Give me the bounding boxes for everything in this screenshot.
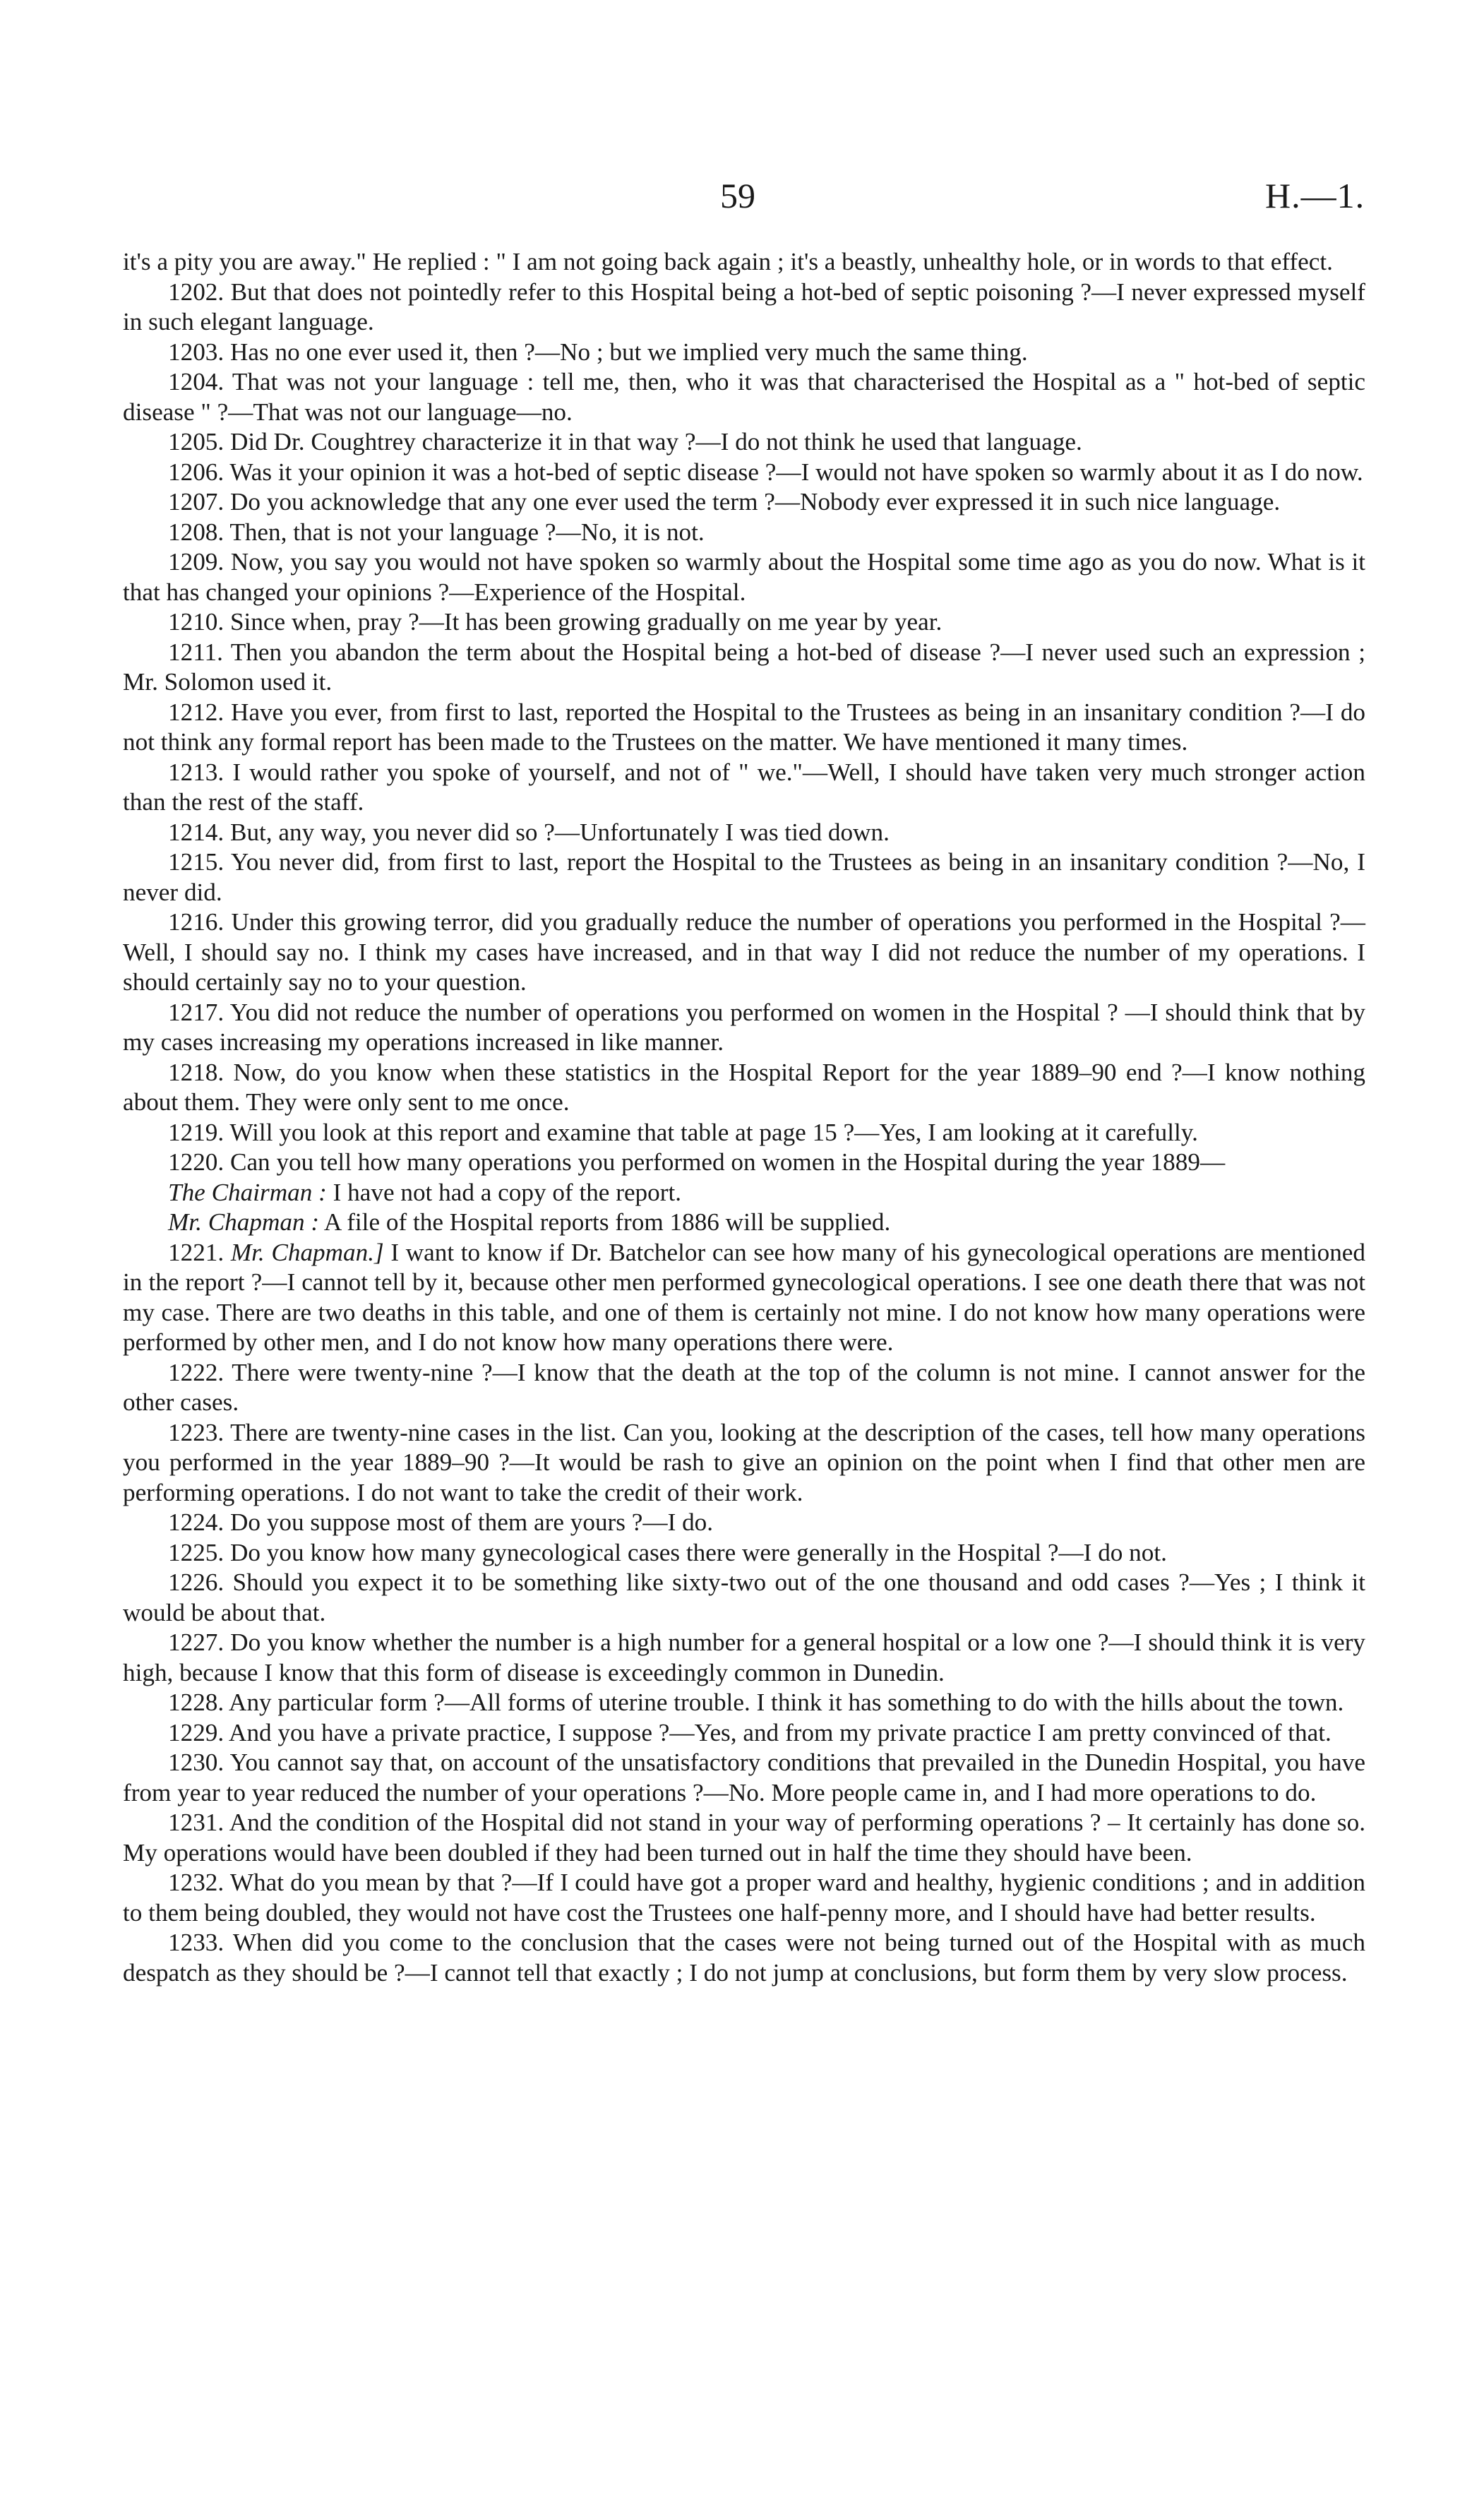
question-1222: 1222. There were twenty-nine ?—I know that the death at the top of the column is not mine. I cannot answer for the other cases. bbox=[123, 1358, 1365, 1416]
question-1228: 1228. Any particular form ?—All forms of uterine trouble. I think it has something to do with the hills about the town. bbox=[168, 1689, 1344, 1716]
question-1205: 1205. Did Dr. Coughtrey characterize it in that way ?—I do not think he used that language. bbox=[168, 428, 1082, 455]
question-1226: 1226. Should you expect it to be something like sixty-two out of the one thousand and odd cases ?—Yes ; I think it would be about that. bbox=[123, 1568, 1365, 1626]
question-1214: 1214. But, any way, you never did so ?—Unfortunately I was tied down. bbox=[168, 818, 890, 846]
paragraph-continuation: it's a pity you are away." He replied : " I am not going back again ; it's a beastly, unhealthy hole, or in words to that effect. bbox=[123, 248, 1333, 275]
question-1206: 1206. Was it your opinion it was a hot-bed of septic disease ?—I would not have spoken so warmly about it as I do now. bbox=[168, 458, 1363, 486]
evidence-transcript bbox=[123, 247, 1365, 1988]
question-1213: 1213. I would rather you spoke of yourself, and not of " we."—Well, I should have taken very much stronger action than the rest of the staff. bbox=[123, 758, 1365, 816]
question-1224: 1224. Do you suppose most of them are yours ?—I do. bbox=[168, 1508, 714, 1536]
question-1209: 1209. Now, you say you would not have spoken so warmly about the Hospital some time ago as you do now. What is it that has changed your opinions ?—Experience of the Hospital. bbox=[123, 548, 1365, 606]
question-1208: 1208. Then, that is not your language ?—No, it is not. bbox=[168, 518, 705, 546]
question-1220: 1220. Can you tell how many operations you performed on women in the Hospital during the year 1889— bbox=[168, 1148, 1226, 1176]
question-1231: 1231. And the condition of the Hospital did not stand in your way of performing operations ? – It certainly has done so. My operations would have been doubled if they had been turned out in half the time they should have been. bbox=[123, 1809, 1365, 1866]
question-1210: 1210. Since when, pray ?—It has been growing gradually on me year by year. bbox=[168, 608, 943, 636]
question-1223: 1223. There are twenty-nine cases in the list. Can you, looking at the description of the cases, tell how many operations you performed in the year 1889–90 ?—It would be rash to give an opinion on the point when I find that other men are performing operations. I do not want to take the credit of their work. bbox=[123, 1418, 1365, 1506]
speaker-chapman: Mr. Chapman : bbox=[168, 1208, 320, 1236]
question-1216: 1216. Under this growing terror, did you gradually reduce the number of operations you performed in the Hospital ?—Well, I should say no. I think my cases have increased, and in that way I did not reduce the number of my operations. I should certainly say no to your question. bbox=[123, 908, 1365, 996]
question-1211: 1211. Then you abandon the term about the Hospital being a hot-bed of disease ?—I never used such an expression ; Mr. Solomon used it. bbox=[123, 638, 1365, 696]
speaker-chapman-bracket: Mr. Chapman.] bbox=[230, 1238, 384, 1266]
question-1215: 1215. You never did, from first to last, report the Hospital to the Trustees as being in an insanitary condition ?—No, I never did. bbox=[123, 848, 1365, 906]
question-1229: 1229. And you have a private practice, I suppose ?—Yes, and from my private practice I am pretty convinced of that. bbox=[168, 1718, 1332, 1746]
question-1204: 1204. That was not your language : tell me, then, who it was that characterised the Hospital as a " hot-bed of septic disease " ?—That was not our language—no. bbox=[123, 368, 1365, 426]
question-1233: 1233. When did you come to the conclusion that the cases were not being turned out of the Hospital with as much despatch as they should be ?—I cannot tell that exactly ; I do not jump at conclusions, but form them by very slow process. bbox=[123, 1929, 1365, 1987]
question-1202: 1202. But that does not pointedly refer to this Hospital being a hot-bed of septic poisoning ?—I never expressed myself in such elegant language. bbox=[123, 278, 1366, 335]
speaker-chairman: The Chairman : bbox=[168, 1178, 327, 1206]
question-1227: 1227. Do you know whether the number is a high number for a general hospital or a low one ?—I should think it is very high, because I know that this form of disease is exceedingly common in Dunedin. bbox=[123, 1628, 1366, 1686]
chairman-remark: The Chairman : I have not had a copy of the report. bbox=[168, 1178, 682, 1206]
page-number: 59 bbox=[720, 176, 755, 215]
page-header bbox=[0, 168, 1484, 225]
document-reference: H.—1. bbox=[1265, 176, 1365, 215]
question-1221: 1221. Mr. Chapman.] I want to know if Dr. Batchelor can see how many of his gynecological operations are mentioned in the report ?—I cannot tell by it, because other men performed gynecological operations. I see one death there that was not my case. There are two deaths in this table, and one of them is certainly not mine. I do not know how many operations were performed by other men, and I do not know how many operations there were. bbox=[123, 1238, 1366, 1356]
question-1219: 1219. Will you look at this report and examine that table at page 15 ?—Yes, I am looking at it carefully. bbox=[168, 1118, 1198, 1146]
question-1230: 1230. You cannot say that, on account of the unsatisfactory conditions that prevailed in the Dunedin Hospital, you have from year to year reduced the number of your operations ?—No. More people came in, and I had more operations to do. bbox=[123, 1749, 1365, 1806]
question-1217: 1217. You did not reduce the number of operations you performed on women in the Hospital ? —I should think that by my cases increasing my operations increased in like manner. bbox=[123, 998, 1366, 1056]
question-1203: 1203. Has no one ever used it, then ?—No ; but we implied very much the same thing. bbox=[168, 338, 1028, 366]
question-1218: 1218. Now, do you know when these statistics in the Hospital Report for the year 1889–90 end ?—I know nothing about them. They were only sent to me once. bbox=[123, 1058, 1366, 1116]
chapman-remark: Mr. Chapman : A file of the Hospital reports from 1886 will be supplied. bbox=[168, 1208, 891, 1236]
question-1212: 1212. Have you ever, from first to last, reported the Hospital to the Trustees as being in an insanitary condition ?—I do not think any formal report has been made to the Trustees on the matter. We have mentioned it many times. bbox=[123, 698, 1366, 756]
question-1225: 1225. Do you know how many gynecological cases there were generally in the Hospital ?—I do not. bbox=[168, 1538, 1167, 1566]
question-1207: 1207. Do you acknowledge that any one ever used the term ?—Nobody ever expressed it in such nice language. bbox=[168, 488, 1281, 516]
question-1232: 1232. What do you mean by that ?—If I could have got a proper ward and healthy, hygienic conditions ; and in addition to them being doubled, they would not have cost the Trustees one half-penny more, and I should have had better results. bbox=[123, 1869, 1365, 1927]
